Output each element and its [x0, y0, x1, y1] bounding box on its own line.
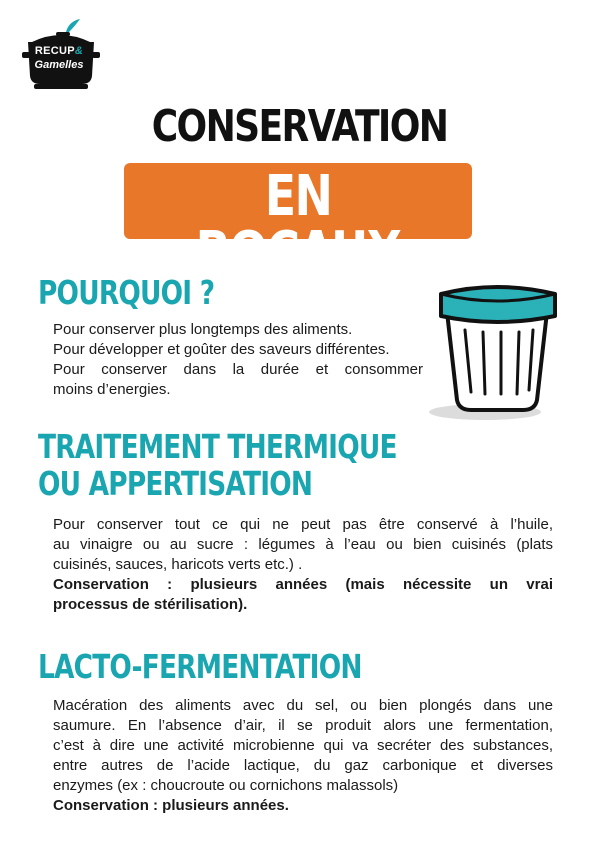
- heading-lacto-fermentation: LACTO-FERMENTATION: [38, 647, 362, 686]
- lacto-line: entre autres de l’acide lactique, du gaz carbonique et diverses: [53, 757, 553, 774]
- page-title-line2: EN BOCAUX: [195, 164, 401, 285]
- paragraph-pourquoi: [53, 320, 423, 400]
- logo-text-gamelles: Gamelles: [34, 59, 84, 71]
- traitement-bold-line: Conservation : plusieurs années (mais nécessite un vrai: [53, 576, 553, 593]
- lacto-bold-line: Conservation : plusieurs années.: [53, 797, 289, 814]
- jar-icon: [425, 282, 571, 424]
- pourquoi-line: Pour conserver dans la durée et consommer: [53, 361, 423, 378]
- heading-pourquoi: POURQUOI ?: [38, 273, 215, 312]
- heading-traitement-line2: OU APPERTISATION: [38, 464, 313, 503]
- pot-logo-icon: [22, 14, 100, 94]
- traitement-bold-line: processus de stérilisation).: [53, 596, 248, 613]
- pourquoi-line: Pour développer et goûter des saveurs différentes.: [53, 341, 390, 358]
- pourquoi-line: moins d’energies.: [53, 381, 171, 398]
- lacto-line: Macération des aliments avec du sel, ou bien plongés dans une: [53, 697, 553, 714]
- page-title-line1: CONSERVATION: [151, 101, 448, 152]
- paragraph-traitement: [53, 515, 553, 615]
- jar-graphic: [425, 282, 571, 424]
- lacto-line: saumure. En l’absence d’air, il se produit alors une fermentation,: [53, 717, 553, 734]
- paragraph-lacto: [53, 696, 553, 816]
- traitement-line: cuisinés, sauces, haricots verts etc.) .: [53, 556, 303, 573]
- heading-traitement-line1: TRAITEMENT THERMIQUE: [38, 427, 397, 466]
- pourquoi-line: Pour conserver plus longtemps des aliments.: [53, 321, 353, 338]
- traitement-line: Pour conserver tout ce qui ne peut pas être conservé à l’huile,: [53, 516, 553, 533]
- traitement-line: au vinaigre ou au sucre : légumes à l’eau ou bien cuisinés (plats: [53, 536, 553, 553]
- logo-text-recup: RECUP&: [34, 45, 84, 57]
- lacto-line: c’est à dire une activité microbienne qui va secréter des substances,: [53, 737, 553, 754]
- lacto-line: enzymes (ex : choucroute ou cornichons malassols): [53, 777, 399, 794]
